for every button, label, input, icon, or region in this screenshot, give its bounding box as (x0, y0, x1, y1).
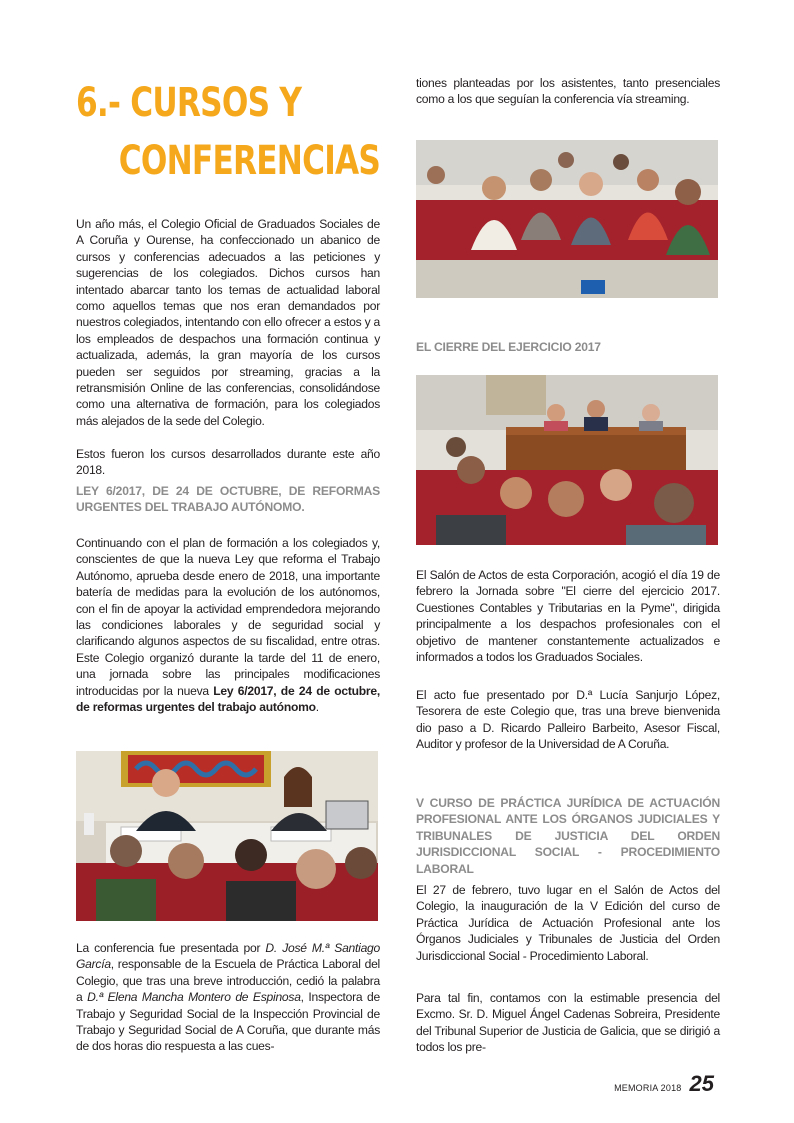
section-heading-curso: V CURSO DE PRÁCTICA JURÍDICA DE ACTUACIÓN PROFESIONAL ANTE LOS ÓRGANOS JUDICIALES Y TRIBUNALES DE JUSTICIA DEL ORDEN JURISDICCIONAL SOCIAL - PROCEDIMIENTO LABORAL (416, 796, 720, 876)
conference-caption: La conferencia fue presentada por D. José M.ª Santiago García, responsable de la Escuela de Práctica Laboral del Colegio, que tras una breve introducción, cedió la palabra a D.ª Elena Mancha Montero de Espinosa, Inspectora de Trabajo y Seguridad Social de la Inspección Provincial de Trabajo y Seguridad Social de A Coruña, que durante más de dos horas dio respuesta a las cues- (76, 941, 380, 1054)
page-number: 25 (689, 1071, 714, 1096)
speaker-name: D.ª Elena Mancha Montero de Espinosa (87, 990, 301, 1005)
intro-paragraph: Un año más, el Colegio Oficial de Graduados Sociales de A Coruña y Ourense, ha confeccionado un abanico de cursos y conferencias adecuados a las peticiones y sugerencias de los colegiados. Dichos cursos han intentado abarcar tanto los temas de actualidad laboral como aquellos temas que nos eran demandados por nuestros colegiados, intentando con ello ofrecer a estos y a los empleados de despachos una formación continua y actualizada, además, la gran mayoría de los cursos pueden ser seguidos por streaming, gracias a la retransmisión Online de las conferencias, consolidándose como una alternativa de formación, para los colegiados más alejados de la sede del Colegio. (76, 217, 380, 428)
title-line-1: 6.- CURSOS Y (76, 80, 302, 126)
closing-photo (416, 375, 718, 545)
title-line-2: CONFERENCIAS (118, 138, 380, 184)
curso-paragraph-2: Para tal fin, contamos con la estimable presencia del Excmo. Sr. D. Miguel Ángel Cadenas Sobreira, Presidente del Tribunal Superior de Justicia de Galicia, que se dirigió a todos los pre- (416, 991, 720, 1055)
section-heading-ley: LEY 6/2017, DE 24 DE OCTUBRE, DE REFORMAS URGENTES DEL TRABAJO AUTÓNOMO. (76, 484, 380, 515)
footer-label: MEMORIA 2018 (614, 1083, 682, 1093)
curso-paragraph-1: El 27 de febrero, tuvo lugar en el Salón de Actos del Colegio, la inauguración de la V Edición del curso de Práctica Jurídica de Actuación Profesional ante los Órganos Judiciales y Tribunales de Justicia del Orden Jurisdiccional Social - Procedimiento Laboral. (416, 883, 720, 963)
page-title (76, 74, 380, 184)
courses-intro: Estos fueron los cursos desarrollados durante este año 2018. (76, 447, 380, 478)
law-title: Ley 6/2017, de 24 de octubre, de reformas urgentes del trabajo autónomo (76, 683, 380, 715)
page-footer (614, 1071, 714, 1097)
presenter-name: D. José M.ª Santiago García (76, 941, 380, 972)
conference-photo (76, 751, 378, 921)
continuation-paragraph: tiones planteadas por los asistentes, tanto presenciales como a los que seguían la conferencia vía streaming. (416, 76, 720, 107)
cierre-paragraph-2: El acto fue presentado por D.ª Lucía Sanjurjo López, Tesorera de este Colegio que, tras una breve bienvenida dio paso a D. Ricardo Palleiro Barbeito, Asesor Fiscal, Auditor y profesor de la Universidad de A Coruña. (416, 688, 720, 752)
audience-photo (416, 140, 718, 298)
cierre-paragraph-1: El Salón de Actos de esta Corporación, acogió el día 19 de febrero la Jornada sobre "El cierre del ejercicio 2017. Cuestiones Contables y Tributarias en la Pyme", dirigida principalmente a los despachos profesionales con el objetivo de mantener constantemente actualizados e informados a todos los Graduados Sociales. (416, 568, 720, 665)
section-ley-paragraph: Continuando con el plan de formación a los colegiados y, conscientes de que la nueva Ley que reforma el Trabajo Autónomo, aprueba desde enero de 2018, una importante batería de medidas para la evolución de los autónomos, con el fin de apoyar la actividad emprendedora mejorando las condiciones laborales y de seguridad social y clarificando algunos aspectos de su fiscalidad, entre otras. Este Colegio organizó durante la tarde del 11 de enero, una jornada sobre las principales modificaciones introducidas por la nueva Ley 6/2017, de 24 de octubre, de reformas urgentes del trabajo autónomo. (76, 536, 380, 715)
section-heading-cierre: EL CIERRE DEL EJERCICIO 2017 (416, 340, 601, 354)
